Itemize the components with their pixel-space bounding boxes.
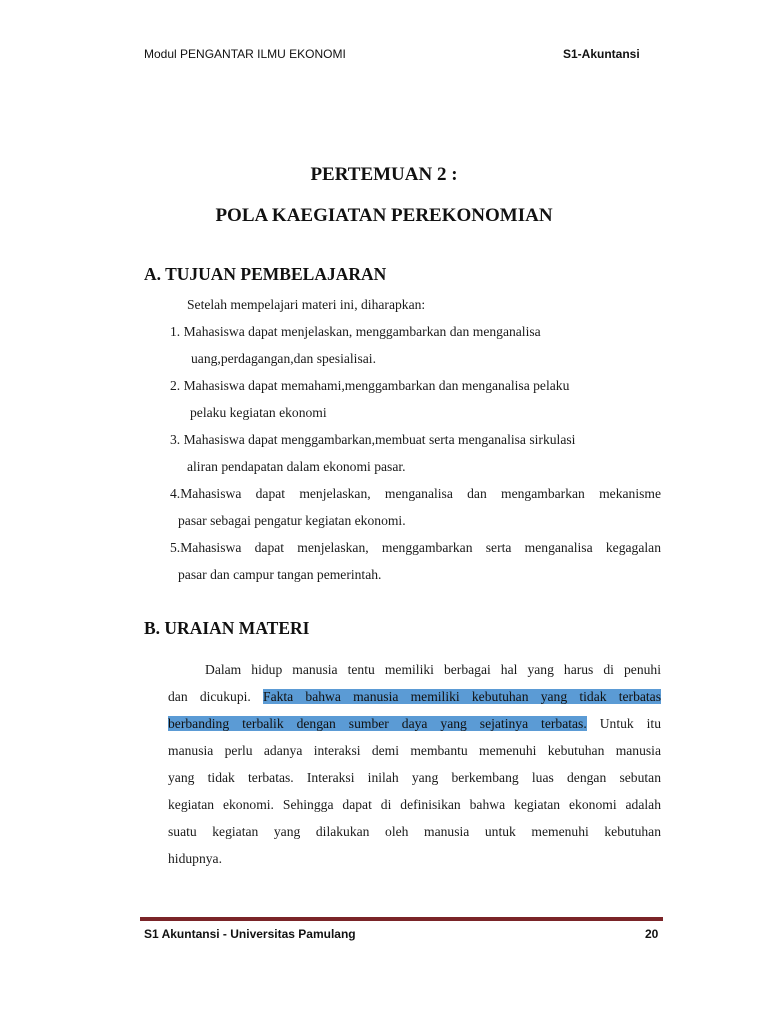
objective-1-line2: uang,perdagangan,dan spesialisai. bbox=[191, 351, 376, 366]
objective-3-line1: 3. Mahasiswa dapat menggambarkan,membuat serta menganalisa sirkulasi bbox=[170, 432, 576, 447]
highlighted-text-selection-2[interactable]: berbanding terbalik dengan sumber daya yang sejatinya terbatas. bbox=[168, 716, 587, 731]
paragraph-line-8: hidupnya. bbox=[168, 851, 222, 866]
objective-2-line1: 2. Mahasiswa dapat memahami,menggambarkan dan menganalisa pelaku bbox=[170, 378, 570, 393]
paragraph-line-6: kegiatan ekonomi. Sehingga dapat di definisikan bahwa kegiatan ekonomi adalah bbox=[168, 797, 661, 812]
section-a-intro: Setelah mempelajari materi ini, diharapkan: bbox=[187, 297, 426, 312]
paragraph-line-1: Dalam hidup manusia tentu memiliki berbagai hal yang harus di penuhi bbox=[205, 662, 661, 677]
objective-5-line1: 5.Mahasiswa dapat menjelaskan, menggambarkan serta menganalisa kegagalan bbox=[170, 540, 661, 555]
section-b-heading: B. URAIAN MATERI bbox=[144, 618, 310, 638]
page-title-line1: PERTEMUAN 2 : bbox=[310, 164, 458, 185]
paragraph-line-3 bbox=[168, 715, 661, 733]
objective-1-line1: 1. Mahasiswa dapat menjelaskan, menggambarkan dan menganalisa bbox=[170, 324, 541, 339]
objective-3-line2: aliran pendapatan dalam ekonomi pasar. bbox=[187, 459, 406, 474]
header-program: S1-Akuntansi bbox=[563, 47, 640, 61]
paragraph-line-2-plain: dan dicukupi. bbox=[168, 689, 251, 704]
footer-divider bbox=[140, 917, 663, 921]
page-number: 20 bbox=[645, 927, 659, 941]
objective-4-line1: 4.Mahasiswa dapat menjelaskan, menganalisa dan mengambarkan mekanisme bbox=[170, 486, 661, 501]
objective-4-line2: pasar sebagai pengatur kegiatan ekonomi. bbox=[178, 513, 406, 528]
objective-2-line2: pelaku kegiatan ekonomi bbox=[190, 405, 327, 420]
header-module-title: Modul PENGANTAR ILMU EKONOMI bbox=[144, 47, 346, 61]
paragraph-line-4: manusia perlu adanya interaksi demi membantu memenuhi kebutuhan manusia bbox=[168, 743, 661, 758]
paragraph-line-7: suatu kegiatan yang dilakukan oleh manusia untuk memenuhi kebutuhan bbox=[168, 824, 661, 839]
footer-university: S1 Akuntansi - Universitas Pamulang bbox=[144, 927, 356, 941]
page-title-line2: POLA KAEGIATAN PEREKONOMIAN bbox=[215, 205, 553, 226]
paragraph-line-3-plain: Untuk itu bbox=[599, 716, 661, 731]
objective-5-line2: pasar dan campur tangan pemerintah. bbox=[178, 567, 382, 582]
paragraph-line-5: yang tidak terbatas. Interaksi inilah yang berkembang luas dengan sebutan bbox=[168, 770, 661, 785]
section-a-heading: A. TUJUAN PEMBELAJARAN bbox=[144, 264, 387, 284]
paragraph-line-2 bbox=[168, 688, 661, 706]
highlighted-text-selection-1[interactable]: Fakta bahwa manusia memiliki kebutuhan yang tidak terbatas bbox=[263, 689, 661, 704]
